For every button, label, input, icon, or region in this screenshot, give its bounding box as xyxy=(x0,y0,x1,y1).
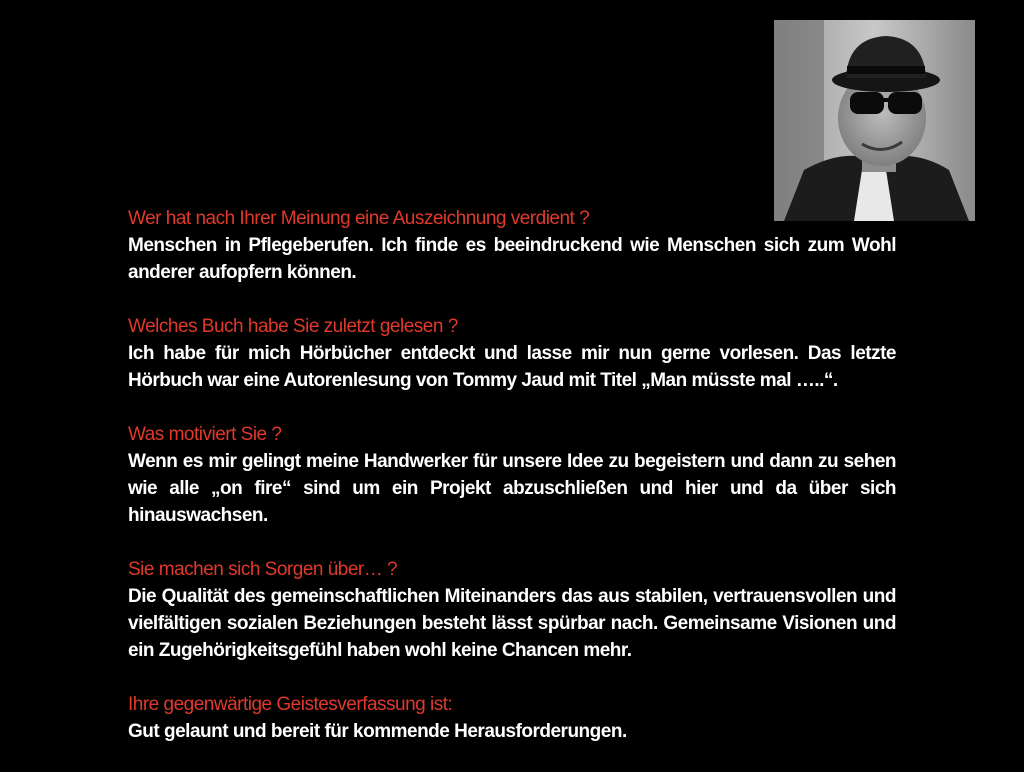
qa-block-5 xyxy=(128,691,896,745)
portrait-illustration xyxy=(774,20,975,221)
question-text: Wer hat nach Ihrer Meinung eine Auszeichnung verdient ? xyxy=(128,208,590,229)
answer-text: Ich habe für mich Hörbücher entdeckt und lasse mir nun gerne vorlesen. Das letzte Hörbuch war eine Autorenlesung von Tommy Jaud mit Titel „Man müsste mal …..“. xyxy=(128,343,896,391)
qa-block-1 xyxy=(128,205,896,286)
answer-text: Wenn es mir gelingt meine Handwerker für unsere Idee zu begeistern und dann zu sehen wie alle „on fire“ sind um ein Projekt abzuschließen und hier und da über sich hinauswachsen. xyxy=(128,451,896,526)
answer-text: Die Qualität des gemeinschaftlichen Miteinanders das aus stabilen, vertrauensvollen und vielfältigen sozialen Beziehungen besteht lässt spürbar nach. Gemeinsame Visionen und ein Zugehörigkeitsgefühl haben wohl keine Chancen mehr. xyxy=(128,586,896,661)
answer-text: Menschen in Pflegeberufen. Ich finde es beeindruckend wie Menschen sich zum Wohl anderer aufopfern können. xyxy=(128,235,896,283)
question-text: Was motiviert Sie ? xyxy=(128,424,282,445)
qa-block-2 xyxy=(128,313,896,394)
question-text: Welches Buch habe Sie zuletzt gelesen ? xyxy=(128,316,458,337)
interview-content xyxy=(128,205,896,772)
question-text: Ihre gegenwärtige Geistesverfassung ist: xyxy=(128,694,453,715)
qa-block-4 xyxy=(128,556,896,664)
answer-text: Gut gelaunt und bereit für kommende Herausforderungen. xyxy=(128,721,627,742)
qa-block-3 xyxy=(128,421,896,529)
question-text: Sie machen sich Sorgen über… ? xyxy=(128,559,398,580)
portrait-photo xyxy=(774,20,975,221)
